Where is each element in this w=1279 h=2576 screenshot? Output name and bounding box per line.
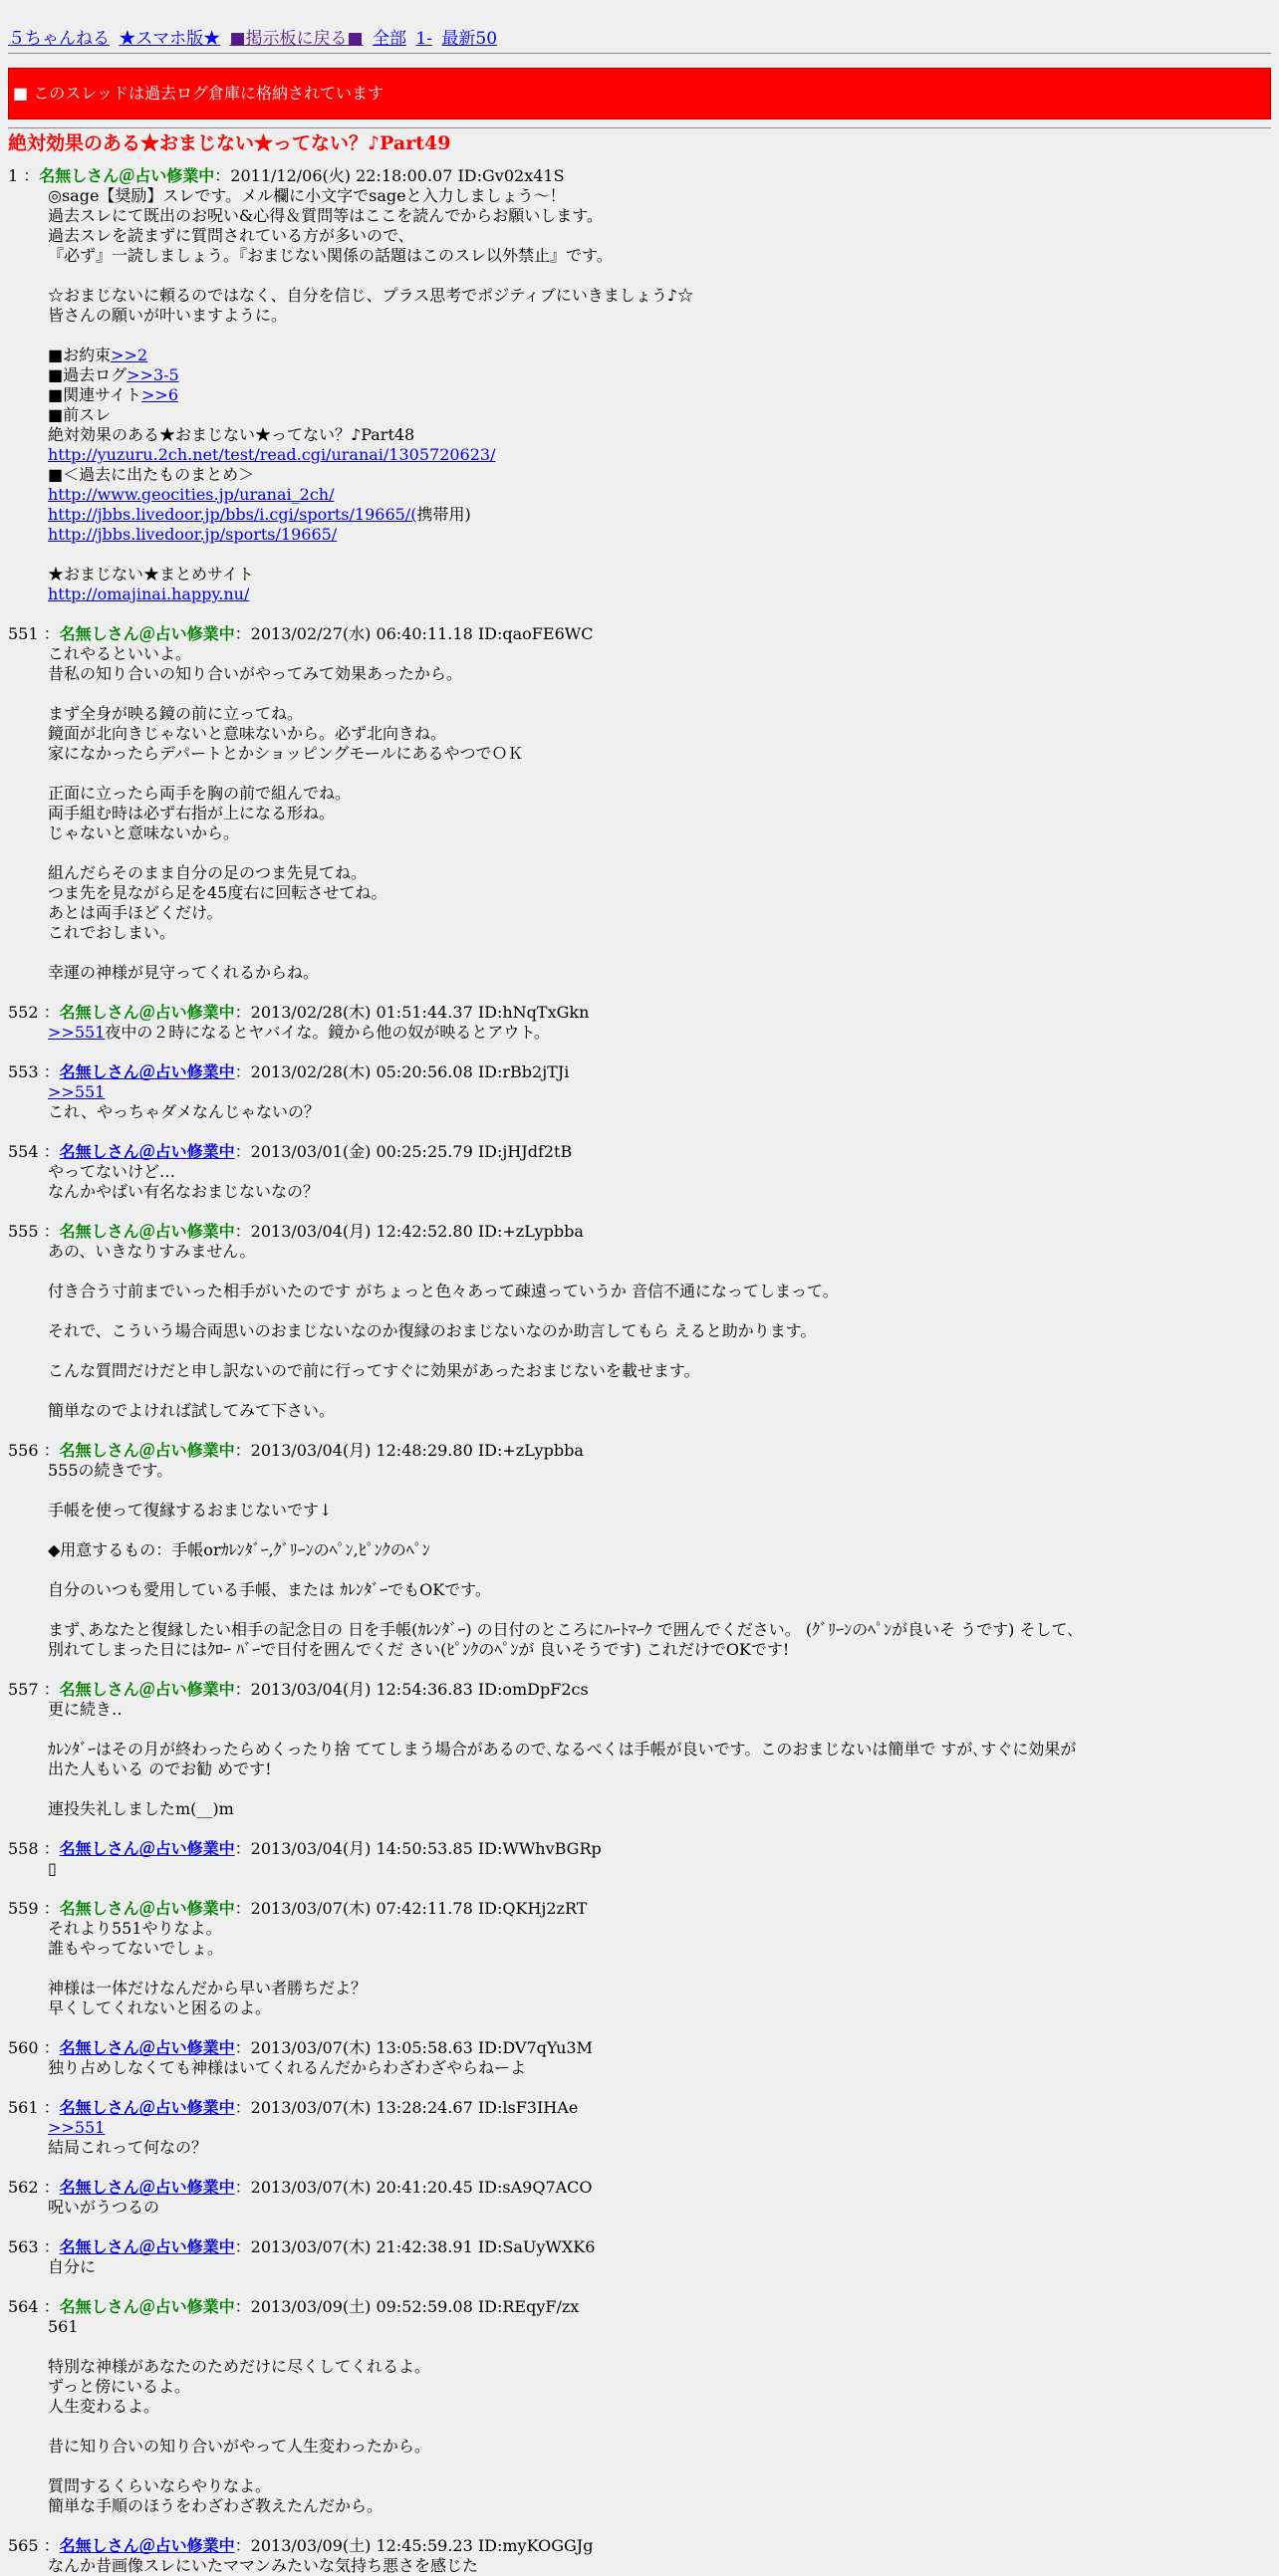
post-header: [8, 1899, 1271, 1919]
poster-name[interactable]: 名無しさん＠占い修業中: [59, 2536, 235, 2555]
post-text: 561: [48, 2317, 79, 2336]
post-line: [48, 1540, 1089, 1560]
post-line: [48, 804, 1271, 823]
url-link[interactable]: http://jbbs.livedoor.jp/bbs/i.cgi/sports/19665/(: [48, 505, 417, 524]
blank-line: [48, 266, 1271, 286]
post-text: ◆用意するもの：手帳orｶﾚﾝﾀﾞｰ,ｸﾞﾘｰﾝのﾍﾟﾝ,ﾋﾟﾝｸのﾍﾟﾝ: [48, 1540, 430, 1559]
poster-name: 名無しさん＠占い修業中: [39, 166, 215, 185]
blank-line: [48, 1262, 1089, 1282]
blank-line: [48, 1959, 1271, 1979]
post-text: ■前スレ: [48, 405, 112, 424]
post-text: 更に続き‥: [48, 1700, 123, 1719]
post-meta: ：2013/03/07(木) 07:42:11.78 ID:QKHj2zRT: [234, 1899, 588, 1918]
post-line: [48, 2257, 1271, 2277]
post-line: [48, 1401, 1089, 1421]
post-line: [48, 1023, 1271, 1043]
post-line: [48, 2397, 1271, 2417]
post-line: [48, 1799, 1089, 1819]
post-line: [48, 1461, 1089, 1481]
post-line: [48, 2317, 1271, 2337]
post-line: [48, 2476, 1271, 2496]
post: [8, 1899, 1271, 2018]
post-header: [8, 2098, 1271, 2118]
post-line: [48, 644, 1271, 664]
post-text: ■お約束: [48, 346, 112, 364]
post-meta: ：2013/03/07(木) 20:41:20.45 ID:sA9Q7ACO: [234, 2178, 593, 2197]
post-line: [48, 346, 1271, 365]
post-body: [48, 2118, 1271, 2158]
post: [8, 2098, 1271, 2158]
post-header: [8, 166, 1271, 186]
divider: [8, 127, 1271, 128]
blank-line: [48, 1600, 1089, 1620]
post-meta: ：2013/02/28(木) 01:51:44.37 ID:hNqTxGkn: [234, 1003, 590, 1022]
post-text: 質問するくらいならやりなよ。: [48, 2476, 272, 2495]
post-separator: ：: [43, 2237, 60, 2256]
post-header: [8, 1062, 1271, 1082]
latest-posts-link[interactable]: 最新50: [441, 29, 498, 49]
post-line: [48, 1620, 1089, 1660]
blank-line: [48, 1521, 1089, 1540]
post-line: [48, 206, 1271, 226]
post-text: 過去スレを読まずに質問されている方が多いので、: [48, 226, 414, 245]
post-number: 560: [8, 2038, 44, 2057]
post-header: [8, 1222, 1271, 1242]
post-text: 皆さんの願いが叶いますように。: [48, 306, 288, 325]
divider: [8, 53, 1271, 54]
post-line: [48, 2437, 1271, 2457]
blank-line: [48, 2457, 1271, 2476]
post-text: なんか昔画像スレにいたママンみたいな気持ち悪さを感じた: [48, 2556, 479, 2575]
post: [8, 2297, 1271, 2516]
post-line: [48, 1580, 1089, 1600]
post-body: [48, 186, 1271, 604]
post-separator: ：: [43, 2098, 60, 2117]
post-number: 554: [8, 1142, 44, 1161]
post-line: [48, 2377, 1271, 2397]
post-number: 558: [8, 1839, 44, 1858]
url-link[interactable]: http://omajinai.happy.nu/: [48, 585, 250, 603]
post-separator: ：: [43, 1142, 60, 1161]
post-number: 556: [8, 1441, 44, 1460]
post: [8, 2038, 1271, 2078]
post-text: あの、いきなりすみません。: [48, 1242, 256, 1261]
post-header: [8, 1142, 1271, 1162]
post-line: [48, 664, 1271, 684]
poster-name: 名無しさん＠占い修業中: [59, 2297, 235, 2316]
blank-line: [48, 2337, 1271, 2357]
post-text: まず全身が映る鏡の前に立ってね。: [48, 704, 304, 723]
post-separator: ：: [43, 1441, 60, 1460]
post-meta: ：2013/03/07(木) 21:42:38.91 ID:SaUyWXK6: [234, 2237, 596, 2256]
blank-line: [48, 326, 1271, 346]
post-line: [48, 823, 1271, 843]
post-text: 呪いがうつるの: [48, 2198, 160, 2217]
post-line: [48, 1102, 1271, 1122]
post-text: じゃないと意味ないから。: [48, 823, 240, 842]
post-line: [48, 485, 1271, 505]
post-text: 付き合う寸前までいった相手がいたのです がちょっと色々あって疎遠っていうか 音信不通になってしまって。: [48, 1282, 839, 1300]
post-text: ■＜過去に出たものまとめ＞: [48, 465, 255, 484]
post-line: [48, 425, 1271, 445]
post-line: [48, 525, 1271, 545]
post-header: [8, 1680, 1271, 1700]
post-line: [48, 2496, 1271, 2516]
post-text: ■過去ログ: [48, 365, 128, 384]
post-text: 連投失礼しましたm(__)m: [48, 1799, 234, 1818]
post-text: 昔に知り合いの知り合いがやって人生変わったから。: [48, 2437, 430, 2456]
all-posts-link[interactable]: 全部: [373, 29, 407, 49]
post-line: [48, 883, 1271, 903]
post-line: [48, 1979, 1271, 1998]
post-meta: ：2013/03/07(木) 13:05:58.63 ID:DV7qYu3M: [234, 2038, 593, 2057]
mobile-link[interactable]: ★スマホ版★: [119, 29, 221, 49]
top-nav: [8, 28, 1271, 50]
post-text: ☆おまじないに頼るのではなく、自分を信じ、プラス思考でポジティブにいきましょう♪☆: [48, 286, 694, 305]
reply-anchor-link[interactable]: >>2: [111, 346, 148, 364]
post-line: [48, 465, 1271, 485]
post-text: 家になかったらデパートとかショッピングモールにあるやつでＯＫ: [48, 744, 524, 763]
post-line: [48, 1282, 1089, 1301]
post-line: [48, 1998, 1271, 2018]
post-number: 553: [8, 1062, 44, 1081]
post-body: [48, 644, 1271, 983]
post-separator: ：: [43, 1222, 60, 1241]
post: [8, 1441, 1271, 1660]
post-text: ▯: [48, 1859, 57, 1878]
post-line: [48, 226, 1271, 246]
post-text: ◎sage【奨励】スレです。メル欄に小文字でsageと入力しましょう～！: [48, 186, 566, 205]
post: [8, 2178, 1271, 2218]
post-text: 携帯用): [416, 505, 471, 524]
post-text: あとは両手ほどくだけ。: [48, 903, 223, 922]
post-number: 551: [8, 624, 44, 643]
poster-name[interactable]: 名無しさん＠占い修業中: [59, 2098, 235, 2117]
post-header: [8, 2536, 1271, 2556]
poster-name: 名無しさん＠占い修業中: [59, 1680, 235, 1699]
blank-line: [48, 1301, 1089, 1321]
post-text: 絶対効果のある★おまじない★ってない？♪Part48: [48, 425, 415, 444]
poster-name: 名無しさん＠占い修業中: [59, 1003, 235, 1022]
post-line: [48, 1162, 1271, 1182]
post-text: 555の続きです。: [48, 1461, 173, 1480]
poster-name[interactable]: 名無しさん＠占い修業中: [59, 2237, 235, 2256]
archive-banner: ■ このスレッドは過去ログ倉庫に格納されています: [8, 68, 1271, 119]
post-text: 簡単なのでよければ試してみて下さい。: [48, 1401, 336, 1420]
post-line: [48, 2556, 1271, 2576]
post-text: 組んだらそのまま自分の足のつま先見てね。: [48, 863, 368, 882]
post-number: 559: [8, 1899, 44, 1918]
post-line: [48, 923, 1271, 943]
post-line: [48, 1919, 1271, 1939]
post-text: 自分に: [48, 2257, 97, 2276]
post-text: ずっと傍にいるよ。: [48, 2377, 191, 2396]
post-line: [48, 1939, 1271, 1959]
post: [8, 1680, 1271, 1819]
post: [8, 166, 1271, 604]
url-link[interactable]: http://jbbs.livedoor.jp/sports/19665/: [48, 525, 338, 544]
reply-anchor-link[interactable]: >>551: [48, 2118, 106, 2137]
post-line: [48, 1740, 1089, 1779]
blank-line: [48, 1481, 1089, 1501]
post-separator: ：: [23, 166, 40, 185]
post-line: [48, 704, 1271, 724]
post-header: [8, 1003, 1271, 1023]
post-text: 簡単な手順のほうをわざわざ教えたんだから。: [48, 2496, 384, 2515]
url-link[interactable]: http://www.geocities.jp/uranai_2ch/: [48, 485, 335, 504]
post-line: [48, 286, 1271, 306]
post-header: [8, 2297, 1271, 2317]
post-line: [48, 1082, 1271, 1102]
post-text: 特別な神様があなたのためだけに尽くしてくれるよ。: [48, 2357, 431, 2376]
post-separator: ：: [43, 1899, 60, 1918]
post-text: 自分のいつも愛用している手帳、または ｶﾚﾝﾀﾞｰでもOKです。: [48, 1580, 491, 1599]
poster-name[interactable]: 名無しさん＠占い修業中: [59, 2038, 235, 2057]
post-line: [48, 784, 1271, 804]
post-text: ★おまじない★まとめサイト: [48, 565, 254, 584]
post-text: 夜中の２時になるとヤバイな。鏡から他の奴が映るとアウト。: [105, 1023, 550, 1042]
post-meta: ：2013/03/04(月) 12:48:29.80 ID:+zLypbba: [234, 1441, 584, 1460]
poster-name: 名無しさん＠占い修業中: [59, 1899, 235, 1918]
post-text: つま先を見ながら足を45度右に回転させてね。: [48, 883, 387, 902]
post-meta: ：2013/03/04(月) 12:42:52.80 ID:+zLypbba: [234, 1222, 584, 1241]
post-separator: ：: [43, 1062, 60, 1081]
post-line: [48, 1361, 1089, 1381]
post-header: [8, 1839, 1271, 1859]
post-text: それで、こういう場合両思いのおまじないなのか復縁のおまじないなのか助言してもら えると助かります。: [48, 1321, 817, 1340]
post-body: [48, 1162, 1271, 1202]
post-body: [48, 1919, 1271, 2018]
post-meta: ：2013/03/09(土) 12:45:59.23 ID:myKOGGJg: [234, 2536, 594, 2555]
post-header: [8, 2038, 1271, 2058]
post: [8, 1222, 1271, 1421]
post-line: [48, 1700, 1089, 1720]
post-line: [48, 585, 1271, 604]
post-meta: ：2013/02/28(木) 05:20:56.08 ID:rBb2jTJi: [234, 1062, 570, 1081]
blank-line: [48, 1341, 1089, 1361]
post: [8, 1142, 1271, 1202]
poster-name: 名無しさん＠占い修業中: [59, 1441, 235, 1460]
post-text: ■関連サイト: [48, 385, 141, 404]
post-separator: ：: [43, 1839, 60, 1858]
url-link[interactable]: http://yuzuru.2ch.net/test/read.cgi/uranai/1305720623/: [48, 445, 496, 464]
blank-line: [48, 1720, 1089, 1740]
post-text: 幸運の神様が見守ってくれるからね。: [48, 963, 320, 982]
post-body: [48, 1461, 1089, 1660]
reply-anchor-link[interactable]: >>3-5: [127, 365, 179, 384]
post-text: 鏡面が北向きじゃないと意味ないから。必ず北向きね。: [48, 724, 447, 743]
first-posts-link[interactable]: 1-: [415, 29, 432, 49]
poster-name: 名無しさん＠占い修業中: [59, 624, 235, 643]
post-line: [48, 306, 1271, 326]
poster-name[interactable]: 名無しさん＠占い修業中: [59, 1839, 235, 1858]
post-line: [48, 2198, 1271, 2218]
post-text: 早くしてくれないと困るのよ。: [48, 1998, 272, 2017]
blank-line: [48, 2417, 1271, 2437]
post-body: [48, 1023, 1271, 1043]
post-separator: ：: [43, 2536, 60, 2555]
post-separator: ：: [43, 1680, 60, 1699]
blank-line: [48, 843, 1271, 863]
reply-anchor-link[interactable]: >>6: [141, 385, 178, 404]
post-body: [48, 1700, 1089, 1819]
post-text: 『必ず』一読しましょう。『おまじない関係の話題はこのスレ以外禁止』です。: [48, 246, 613, 265]
poster-name[interactable]: 名無しさん＠占い修業中: [59, 1062, 235, 1081]
post-line: [48, 2138, 1271, 2158]
post-text: ｶﾚﾝﾀﾞｰはその月が終わったらめくったり捨 ててしまう場合があるので､なるべくは手帳が良いです。このおまじないは簡単で すが､すぐに効果が出た人もいる のでお勧 めです!: [48, 1740, 1077, 1778]
board-link[interactable]: ５ちゃんねる: [8, 29, 110, 49]
reply-anchor-link[interactable]: >>551: [48, 1023, 106, 1042]
post-text: これやるといいよ。: [48, 644, 192, 663]
post-number: 563: [8, 2237, 44, 2256]
blank-line: [48, 1779, 1089, 1799]
post-body: [48, 1242, 1089, 1421]
post-line: [48, 963, 1271, 983]
post-text: 手帳を使って復縁するおまじないです↓: [48, 1501, 333, 1520]
post-text: 独り占めしなくても神様はいてくれるんだからわざわざやらねーよ: [48, 2058, 527, 2077]
post-line: [48, 2357, 1271, 2377]
post-meta: ：2011/12/06(火) 22:18:00.07 ID:Gv02x41S: [214, 166, 565, 185]
poster-name[interactable]: 名無しさん＠占い修業中: [59, 1142, 235, 1161]
post-text: 神様は一体だけなんだから早い者勝ちだよ？: [48, 1979, 368, 1997]
post-separator: ：: [43, 2178, 60, 2197]
post-line: [48, 1321, 1089, 1341]
post-line: [48, 186, 1271, 206]
post-number: 564: [8, 2297, 44, 2316]
post-line: [48, 1501, 1089, 1521]
post-line: [48, 2058, 1271, 2078]
post-line: [48, 744, 1271, 764]
post-line: [48, 1182, 1271, 1202]
post-line: [48, 385, 1271, 405]
post-number: 562: [8, 2178, 44, 2197]
post: [8, 1839, 1271, 1879]
post-text: まず､あなたと復縁したい相手の記念日の 日を手帳(ｶﾚﾝﾀﾞｰ) の日付のところにﾊｰﾄﾏｰｸ で囲んでください。 (ｸﾞﾘｰﾝのﾍﾟﾝが良いそ うです) そして､別れてしまった日にはｸﾛｰ ﾊﾞｰで日付を囲んでくだ さい(ﾋﾟﾝｸのﾍﾟﾝが 良いそうです) これだけでOKです!: [48, 1620, 1076, 1659]
post-number: 552: [8, 1003, 44, 1022]
post-text: 両手組む時は必ず右指が上になる形ね。: [48, 804, 336, 822]
post-body: [48, 2257, 1271, 2277]
post-header: [8, 2237, 1271, 2257]
post-meta: ：2013/03/01(金) 00:25:25.79 ID:jHJdf2tB: [234, 1142, 573, 1161]
post-number: 565: [8, 2536, 44, 2555]
post-line: [48, 903, 1271, 923]
post-number: 557: [8, 1680, 44, 1699]
blank-line: [48, 943, 1271, 963]
post-text: それより551やりなよ。: [48, 1919, 222, 1938]
post-separator: ：: [43, 1003, 60, 1022]
post-body: [48, 2058, 1271, 2078]
post-header: [8, 2178, 1271, 2198]
post-text: 誰もやってないでしょ。: [48, 1939, 224, 1958]
post-line: [48, 405, 1271, 425]
post-meta: ：2013/03/04(月) 14:50:53.85 ID:WWhvBGRp: [234, 1839, 602, 1858]
post: [8, 1003, 1271, 1043]
post-line: [48, 246, 1271, 266]
post-text: これ、やっちゃダメなんじゃないの？: [48, 1102, 320, 1121]
post-number: 1: [8, 166, 24, 185]
post-text: 人生変わるよ。: [48, 2397, 160, 2416]
poster-name: 名無しさん＠占い修業中: [59, 1222, 235, 1241]
post-body: [48, 1859, 1271, 1879]
blank-line: [48, 1381, 1089, 1401]
blank-line: [48, 684, 1271, 704]
post-meta: ：2013/02/27(水) 06:40:11.18 ID:qaoFE6WC: [234, 624, 594, 643]
blank-line: [48, 764, 1271, 784]
post-list: [8, 166, 1271, 2576]
post-line: [48, 445, 1271, 465]
post-text: やってないけど…: [48, 1162, 176, 1181]
post-meta: ：2013/03/09(土) 09:52:59.08 ID:REqyF/zx: [234, 2297, 580, 2316]
post-separator: ：: [43, 2038, 60, 2057]
thread-title: 絶対効果のある★おまじない★ってない？♪Part49: [8, 132, 451, 154]
post-line: [48, 863, 1271, 883]
post-line: [48, 505, 1271, 525]
post: [8, 624, 1271, 983]
blank-line: [48, 1560, 1089, 1580]
post-separator: ：: [43, 624, 60, 643]
post-text: 正面に立ったら両手を胸の前で組んでね。: [48, 784, 352, 803]
post-line: [48, 2118, 1271, 2138]
post: [8, 2237, 1271, 2277]
post-line: [48, 1242, 1089, 1262]
post-number: 555: [8, 1222, 44, 1241]
post-line: [48, 1859, 1271, 1879]
post-body: [48, 1082, 1271, 1122]
post-text: 過去スレにて既出のお呪い&心得＆質問等はここを読んでからお願いします。: [48, 206, 603, 225]
blank-line: [48, 545, 1271, 565]
post-number: 561: [8, 2098, 44, 2117]
post-line: [48, 724, 1271, 744]
post-text: これでおしまい。: [48, 923, 176, 942]
post-meta: ：2013/03/04(月) 12:54:36.83 ID:omDpF2cs: [234, 1680, 589, 1699]
post-text: 結局これって何なの？: [48, 2138, 208, 2157]
post-text: なんかやばい有名なおまじないなの？: [48, 1182, 320, 1201]
post-header: [8, 624, 1271, 644]
reply-anchor-link[interactable]: >>551: [48, 1082, 106, 1101]
post: [8, 2536, 1271, 2576]
post-line: [48, 565, 1271, 585]
post-body: [48, 2556, 1271, 2576]
post-separator: ：: [43, 2297, 60, 2316]
post-body: [48, 2198, 1271, 2218]
post-body: [48, 2317, 1271, 2516]
poster-name[interactable]: 名無しさん＠占い修業中: [59, 2178, 235, 2197]
post-header: [8, 1441, 1271, 1461]
post-text: 昔私の知り合いの知り合いがやってみて効果あったから。: [48, 664, 462, 683]
post-meta: ：2013/03/07(木) 13:28:24.67 ID:lsF3IHAe: [234, 2098, 579, 2117]
post-line: [48, 365, 1271, 385]
back-to-board-link[interactable]: ■掲示板に戻る■: [229, 29, 364, 49]
post-text: こんな質問だけだと申し訳ないので前に行ってすぐに効果があったおまじないを載せます。: [48, 1361, 700, 1380]
post: [8, 1062, 1271, 1122]
